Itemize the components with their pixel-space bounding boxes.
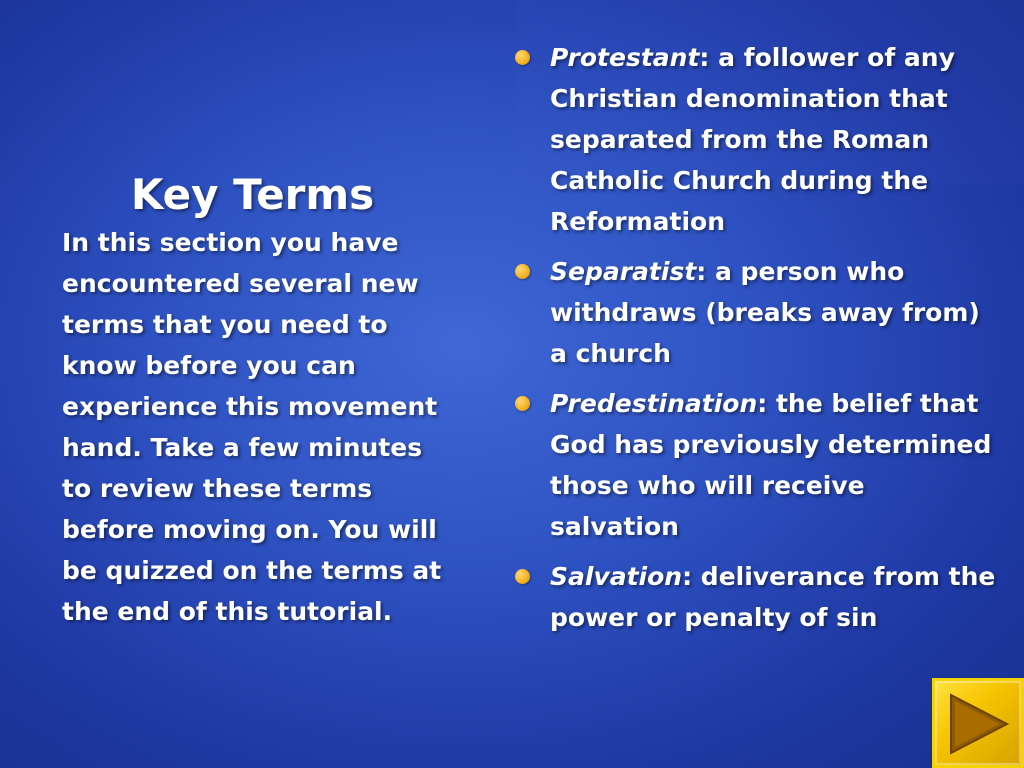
- slide-title: Key Terms: [130, 170, 375, 220]
- play-triangle-icon: [947, 691, 1011, 757]
- bullet-icon: [515, 50, 530, 65]
- term-definition: : a follower of any Christian denomination that separated from the Roman Catholic Church during the Reformation: [550, 43, 955, 236]
- term-name: Protestant: [550, 43, 700, 72]
- term-item-predestination: [510, 383, 1000, 547]
- term-definition: : deliverance from the power or penalty of sin: [550, 562, 996, 632]
- key-terms-list: [510, 37, 1000, 647]
- bullet-icon: [515, 264, 530, 279]
- term-name: Salvation: [550, 562, 683, 591]
- term-name: Separatist: [550, 257, 697, 286]
- term-definition: : the belief that God has previously determined those who will receive salvation: [550, 389, 992, 541]
- next-slide-button[interactable]: [932, 678, 1024, 768]
- term-name: Predestination: [550, 389, 758, 418]
- term-item-protestant: [510, 37, 1000, 242]
- bullet-icon: [515, 569, 530, 584]
- term-definition: : a person who withdraws (breaks away from) a church: [550, 257, 980, 368]
- bullet-icon: [515, 396, 530, 411]
- term-item-separatist: [510, 251, 1000, 374]
- intro-paragraph: In this section you have encountered several new terms that you need to know before you can experience this movement hand. Take a few minutes to review these terms before moving on. You will be quizzed on the terms at the end of this tutorial.: [62, 228, 442, 626]
- term-item-salvation: [510, 556, 1000, 638]
